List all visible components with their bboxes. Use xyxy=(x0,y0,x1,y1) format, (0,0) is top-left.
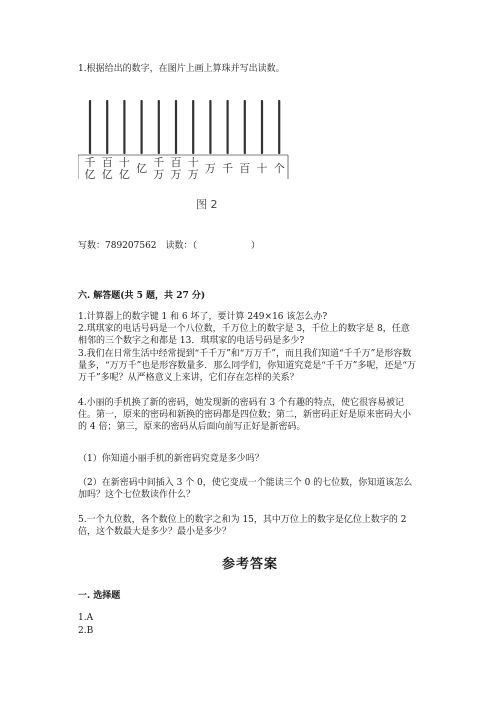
place-label-bottom: 万 xyxy=(170,168,182,181)
place-label-top: 百 xyxy=(170,156,182,169)
problem-3: 3.我们在日常生活中经常提到“千千万”和“万万千”，而且我们知道“千千万”是形容数量多，“万万千”也是形容数量多．那么同学们，你知道究竟是“千千万”多呢，还是“万万千”多呢？从严格意义上来讲，它们存在怎样的关系？ xyxy=(78,349,417,384)
answer-key-title: 参考答案 xyxy=(221,557,278,572)
place-label-top: 十 xyxy=(118,156,130,169)
place-label-top: 千 xyxy=(222,162,234,175)
place-label-bottom: 亿 xyxy=(101,168,113,181)
place-label-bottom: 万 xyxy=(187,168,199,181)
write-and-read-line: 写数：789207562 读数：（ ） xyxy=(78,241,261,251)
place-label-top: 百 xyxy=(239,162,251,175)
problem-4-part-2: （2）在新密码中间插入 3 个 0，使它变成一个能读三个 0 的七位数，你知道该怎么加吗？这个七位数读作什么？ xyxy=(78,478,413,501)
place-label-bottom: 亿 xyxy=(84,168,96,181)
place-label-bottom: 万 xyxy=(153,168,165,181)
place-label-bottom: 亿 xyxy=(118,168,130,181)
figure-caption: 图 2 xyxy=(196,198,218,211)
answer-item-2: 2.B xyxy=(78,626,94,636)
problem-4-part-1: （1）你知道小丽手机的新密码究竟是多少吗？ xyxy=(78,454,264,464)
problem-1: 1.计算器上的数字键 1 和 6 坏了，要计算 249×16 该怎么办? xyxy=(78,312,328,322)
place-label-top: 十 xyxy=(187,156,199,169)
place-label-top: 万 xyxy=(204,162,216,175)
problem-4: 4.小丽的手机换了新的密码，她发现新的密码有 3 个有趣的特点，使它很容易被记住。第一，原来的密码和新换的密码都是四位数；第二，新密码正好是原来密码大小的 4 倍；第三，原来的密码从后面向前写正好是新密码。 xyxy=(78,398,412,433)
section-six-heading: 六. 解答题(共 5 题，共 27 分) xyxy=(78,291,206,301)
problem-5: 5.一个九位数，各个数位上的数字之和为 15，其中万位上的数字是亿位上数字的 2 倍，这个数最大是多少？最小是多少？ xyxy=(78,515,407,538)
place-label-top: 千 xyxy=(153,156,165,169)
place-label-top: 千 xyxy=(84,156,96,169)
place-label-top: 百 xyxy=(101,156,113,169)
answer-item-1: 1.A xyxy=(78,613,94,623)
place-label-top: 亿 xyxy=(136,162,148,175)
abacus-figure xyxy=(78,97,298,217)
answer-section-heading: 一. 选择题 xyxy=(78,591,121,601)
problem-2: 2.琪琪家的电话号码是一个八位数，千万位上的数字是 3，千位上的数字是 8，任意相邻的三个数字之和都是 13．琪琪家的电话号码是多少? xyxy=(78,324,410,347)
place-label-top: 个 xyxy=(273,162,285,175)
question-1-prompt: 1.根据给出的数字，在图片上画上算珠并写出读数。 xyxy=(78,64,285,74)
place-label-top: 十 xyxy=(256,162,268,175)
